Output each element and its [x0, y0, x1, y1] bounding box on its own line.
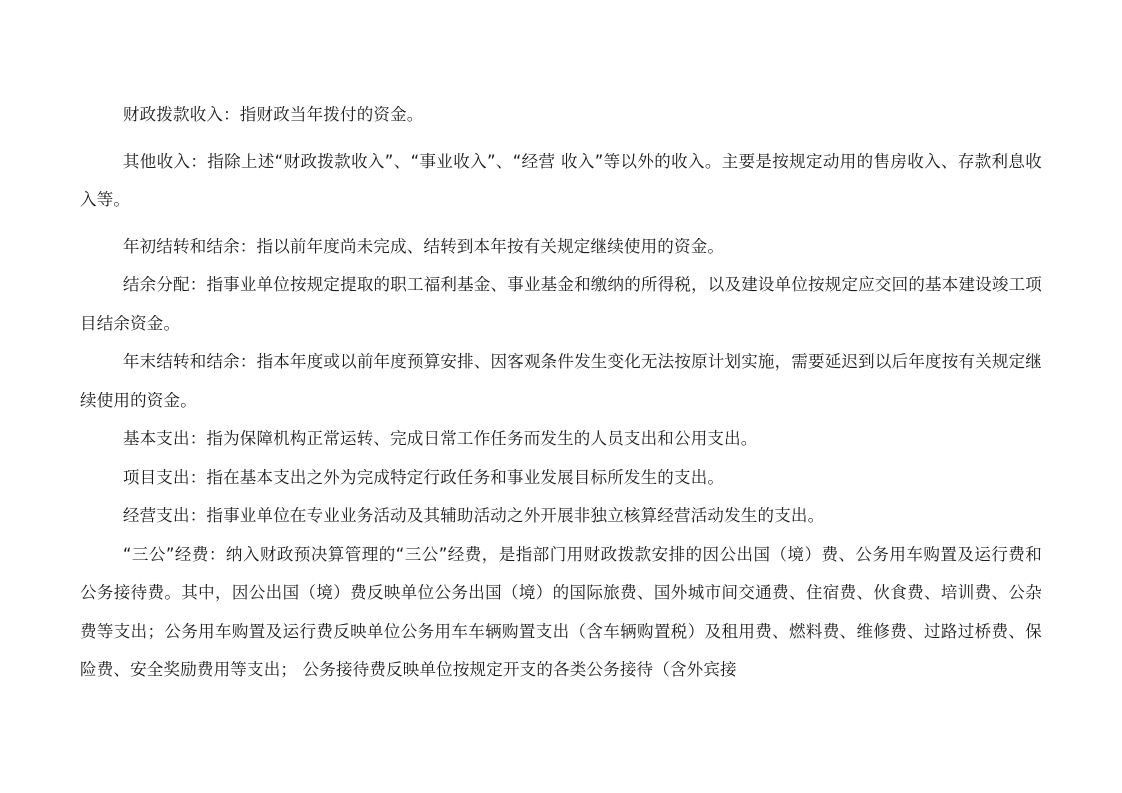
paragraph-operating-expenditure: 经营支出：指事业单位在专业业务活动及其辅助活动之外开展非独立核算经营活动发生的支出。 [122, 506, 825, 525]
paragraph-surplus-distribution: 结余分配：指事业单位按规定提取的职工福利基金、事业基金和缴纳的所得税，以及建设单位按规定应交回的基本建设竣工项目结余资金。 [80, 275, 1042, 333]
paragraph-three-public-expenses: “三公”经费：纳入财政预决算管理的“三公”经费，是指部门用财政拨款安排的因公出国（境）费、公务用车购置及运行费和公务接待费。其中，因公出国（境）费反映单位公务出国（境）的国际旅费、国外城市间交通费、住宿费、伙食费、培训费、公杂费等支出；公务用车购置及运行费反映单位公务用车车辆购置支出（含车辆购置税）及租用费、燃料费、维修费、过路过桥费、保险费、安全奖励费用等支出； 公务接待费反映单位按规定开支的各类公务接待（含外宾接 [80, 544, 1042, 679]
document-page [80, 96, 1042, 690]
paragraph-beginning-carryover: 年初结转和结余：指以前年度尚未完成、结转到本年按有关规定继续使用的资金。 [122, 236, 725, 256]
paragraph-year-end-carryover: 年末结转和结余：指本年度或以前年度预算安排、因客观条件发生变化无法按原计划实施，需要延迟到以后年度按有关规定继续使用的资金。 [80, 352, 1042, 410]
paragraph-basic-expenditure: 基本支出：指为保障机构正常运转、完成日常工作任务而发生的人员支出和公用支出。 [122, 429, 758, 448]
paragraph-other-income: 其他收入：指除上述“财政拨款收入”、“事业收入”、“经营 收入”等以外的收入。主要是按规定动用的售房收入、存款利息收入等。 [80, 151, 1042, 209]
paragraph-project-expenditure: 项目支出：指在基本支出之外为完成特定行政任务和事业发展目标所发生的支出。 [122, 467, 725, 487]
paragraph-fiscal-appropriation-income: 财政拨款收入：指财政当年拨付的资金。 [122, 105, 424, 124]
